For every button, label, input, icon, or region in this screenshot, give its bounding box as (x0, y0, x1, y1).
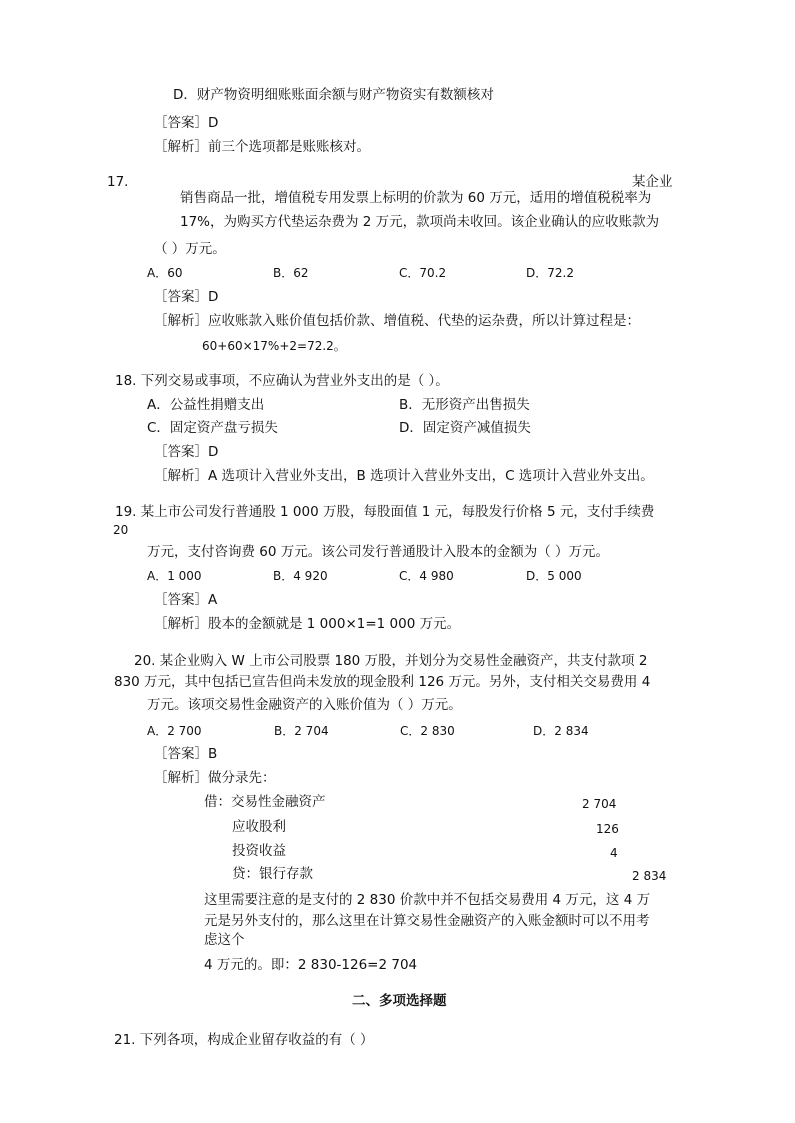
q20-option-c: C．2 830 (400, 724, 455, 738)
q20-note-line1: 这里需要注意的是支付的 2 830 价款中并不包括交易费用 4 万元，这 4 万 (204, 892, 651, 908)
journal-entry-amount: 126 (596, 822, 619, 836)
q16-option-d: D．财产物资明细账账面余额与财产物资实有数额核对 (173, 87, 494, 103)
journal-entry-label: 投资收益 (232, 843, 286, 859)
q18-answer: ［答案］D (154, 444, 219, 460)
q17-line0: 某企业 (632, 174, 673, 190)
journal-entry-amount: 2 834 (632, 869, 667, 883)
q19-analysis: ［解析］股本的金额就是 1 000×1=1 000 万元。 (154, 616, 461, 632)
q20-option-d: D．2 834 (533, 724, 589, 738)
q18-option-d: D．固定资产减值损失 (399, 420, 531, 436)
q20-analysis-head: ［解析］做分录先： (154, 770, 276, 786)
journal-entry-amount: 2 704 (582, 797, 617, 811)
q20-line3: 万元。该项交易性金融资产的入账价值为（ ）万元。 (147, 697, 462, 713)
journal-entry-label: 应收股利 (232, 819, 286, 835)
q16-analysis: ［解析］前三个选项都是账账核对。 (154, 139, 370, 155)
section-title: 二、多项选择题 (352, 993, 447, 1009)
q18-option-a: A．公益性捐赠支出 (147, 397, 265, 413)
q19-answer: ［答案］A (154, 592, 218, 608)
q21-question: 21. 下列各项，构成企业留存收益的有（ ） (114, 1032, 374, 1048)
q20-note-line4: 4 万元的。即：2 830-126=2 704 (204, 957, 418, 973)
journal-entry-label: 贷：银行存款 (232, 866, 313, 882)
q19-line2: 万元，支付咨询费 60 万元。该公司发行普通股计入股本的金额为（ ）万元。 (147, 544, 610, 560)
q17-option-a: A．60 (147, 266, 183, 280)
q18-analysis: ［解析］A 选项计入营业外支出，B 选项计入营业外支出，C 选项计入营业外支出。 (154, 468, 654, 484)
q17-calc: 60+60×17%+2=72.2。 (202, 339, 346, 353)
q18-option-c: C．固定资产盘亏损失 (147, 420, 278, 436)
q17-number: 17. (107, 174, 129, 190)
q19-line1b: 20 (113, 523, 129, 537)
q20-line1: 20. 某企业购入 W 上市公司股票 180 万股，并划分为交易性金融资产，共支付款项 2 (134, 653, 648, 669)
q18-question: 18. 下列交易或事项，不应确认为营业外支出的是（ ）。 (115, 373, 449, 389)
q17-option-b: B．62 (273, 266, 309, 280)
q20-answer: ［答案］B (154, 746, 218, 762)
q17-option-d: D．72.2 (526, 266, 574, 280)
q20-option-a: A．2 700 (147, 724, 202, 738)
q20-note-line2: 元是另外支付的，那么这里在计算交易性金融资产的入账金额时可以不用考 (204, 913, 650, 929)
q19-option-a: A．1 000 (147, 569, 202, 583)
journal-entry-label: 借：交易性金融资产 (204, 794, 326, 810)
q17-line1: 销售商品一批，增值税专用发票上标明的价款为 60 万元，适用的增值税税率为 (180, 190, 652, 206)
journal-entry-amount: 4 (610, 846, 618, 860)
q20-note-line3: 虑这个 (204, 932, 245, 948)
q20-line2: 830 万元，其中包括已宣告但尚未发放的现金股利 126 万元。另外，支付相关交易费用 4 (114, 674, 651, 690)
q20-option-b: B．2 704 (274, 724, 329, 738)
q19-option-b: B．4 920 (273, 569, 328, 583)
q17-line2: 17%，为购买方代垫运杂费为 2 万元，款项尚未收回。该企业确认的应收账款为 (180, 214, 660, 230)
q17-analysis: ［解析］应收账款入账价值包括价款、增值税、代垫的运杂费，所以计算过程是： (154, 313, 640, 329)
q17-option-c: C．70.2 (399, 266, 447, 280)
q17-line3: （ ）万元。 (154, 241, 226, 257)
q16-answer: ［答案］D (154, 115, 219, 131)
q19-option-c: C．4 980 (399, 569, 454, 583)
q19-line1: 19. 某上市公司发行普通股 1 000 万股，每股面值 1 元，每股发行价格 5 元，支付手续费 (115, 504, 655, 520)
q17-answer: ［答案］D (154, 289, 219, 305)
q18-option-b: B．无形资产出售损失 (399, 397, 530, 413)
q19-option-d: D．5 000 (526, 569, 582, 583)
